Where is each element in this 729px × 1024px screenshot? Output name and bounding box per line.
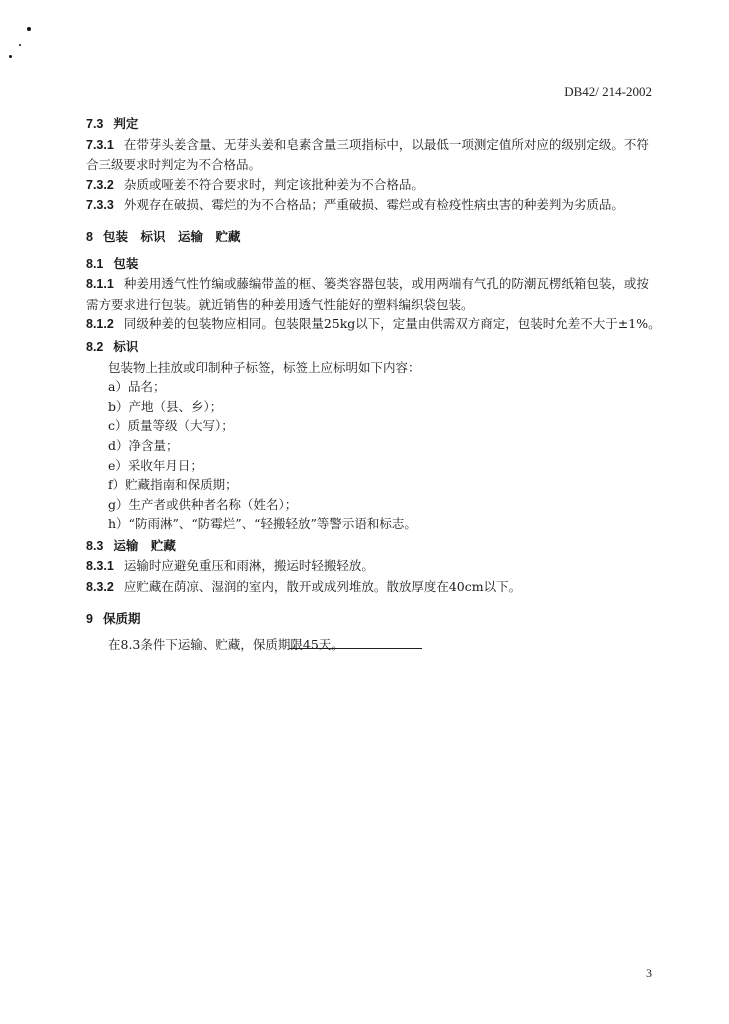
scan-speck bbox=[19, 44, 21, 46]
clause-7-3-1 bbox=[86, 135, 656, 175]
clause-8-1-1 bbox=[86, 274, 656, 314]
section-title: 运输 贮藏 bbox=[113, 537, 176, 553]
clause-text: 杂质或哑姜不符合要求时，判定该批种姜为不合格品。 bbox=[123, 176, 424, 192]
clause-8-3-2 bbox=[86, 577, 656, 598]
clause-text: 外观存在破损、霉烂的为不合格品；严重破损、霉烂或有检疫性病虫害的种姜判为劣质品。 bbox=[123, 197, 624, 213]
list-item: e）采收年月日； bbox=[108, 457, 203, 473]
list-item: c）质量等级（大写）； bbox=[108, 418, 234, 434]
chapter-heading-9 bbox=[86, 609, 656, 630]
scan-speck bbox=[9, 55, 12, 58]
shelf-life-text: 在8.3条件下运输、贮藏，保质期限45天。 bbox=[108, 637, 344, 653]
clause-text: 应贮藏在荫凉、湿润的室内，散开或成列堆放。散放厚度在40cm以下。 bbox=[123, 579, 522, 595]
clause-8-3-1 bbox=[86, 556, 656, 577]
end-of-document-rule bbox=[289, 648, 422, 649]
clause-number: 7.3.3 bbox=[86, 198, 114, 213]
section-heading-8-3 bbox=[86, 536, 656, 557]
list-item: g）生产者或供种者名称（姓名）； bbox=[108, 496, 298, 512]
section-heading-7-3 bbox=[86, 114, 656, 135]
page-number: 3 bbox=[646, 966, 652, 980]
section-title: 标识 bbox=[113, 338, 139, 354]
list-item: f）贮藏指南和保质期； bbox=[108, 477, 238, 493]
clause-number: 7.3.2 bbox=[86, 177, 114, 192]
clause-number: 7.3.1 bbox=[86, 137, 114, 152]
chapter-title: 保质期 bbox=[102, 610, 141, 626]
section-number: 7.3 bbox=[86, 117, 104, 131]
section-title: 判定 bbox=[113, 116, 139, 131]
label-intro: 包装物上挂放或印制种子标签，标签上应标明如下内容： bbox=[108, 359, 421, 375]
list-item: d）净含量； bbox=[108, 437, 179, 453]
section-number: 8.1 bbox=[86, 256, 104, 271]
list-item: a）品名； bbox=[108, 379, 166, 395]
chapter-title: 包装 标识 运输 贮藏 bbox=[102, 228, 241, 244]
section-number: 8.2 bbox=[86, 339, 104, 354]
chapter-heading-8 bbox=[86, 227, 656, 248]
clause-text: 种姜用透气性竹编或藤编带盖的框、篓类容器包装，或用两端有气孔的防潮瓦楞纸箱包装，或按需方要求进行包装。就近销售的种姜用透气性能好的塑料编织袋包装。 bbox=[86, 276, 649, 312]
clause-number: 8.3.1 bbox=[86, 559, 114, 574]
clause-8-1-2 bbox=[86, 314, 661, 335]
list-item: b）产地（县、乡）； bbox=[108, 398, 223, 414]
clause-text: 在带芽头姜含量、无芽头姜和皂素含量三项指标中，以最低一项测定值所对应的级别定级。不符合三级要求时判定为不合格品。 bbox=[86, 136, 649, 173]
clause-text: 同级种姜的包装物应相同。包装限量25kg以下，定量由供需双方商定，包装时允差不大于±1%。 bbox=[123, 316, 661, 332]
section-heading-8-2 bbox=[86, 337, 656, 358]
section-heading-8-1 bbox=[86, 254, 656, 275]
scan-speck bbox=[27, 27, 31, 31]
section-number: 8.3 bbox=[86, 538, 104, 553]
chapter-number: 9 bbox=[86, 611, 93, 626]
document-body bbox=[86, 112, 661, 655]
clause-number: 8.1.1 bbox=[86, 277, 114, 292]
clause-text: 运输时应避免重压和雨淋，搬运时轻搬轻放。 bbox=[123, 558, 374, 574]
clause-number: 8.3.2 bbox=[86, 580, 114, 595]
list-item: h）“防雨淋”、“防霉烂”、“轻搬轻放”等警示语和标志。 bbox=[108, 516, 417, 532]
clause-7-3-3 bbox=[86, 195, 656, 216]
chapter-number: 8 bbox=[86, 229, 93, 244]
standard-code: DB42/ 214-2002 bbox=[564, 84, 652, 99]
clause-7-3-2 bbox=[86, 175, 656, 196]
clause-number: 8.1.2 bbox=[86, 317, 114, 332]
section-title: 包装 bbox=[113, 255, 139, 271]
